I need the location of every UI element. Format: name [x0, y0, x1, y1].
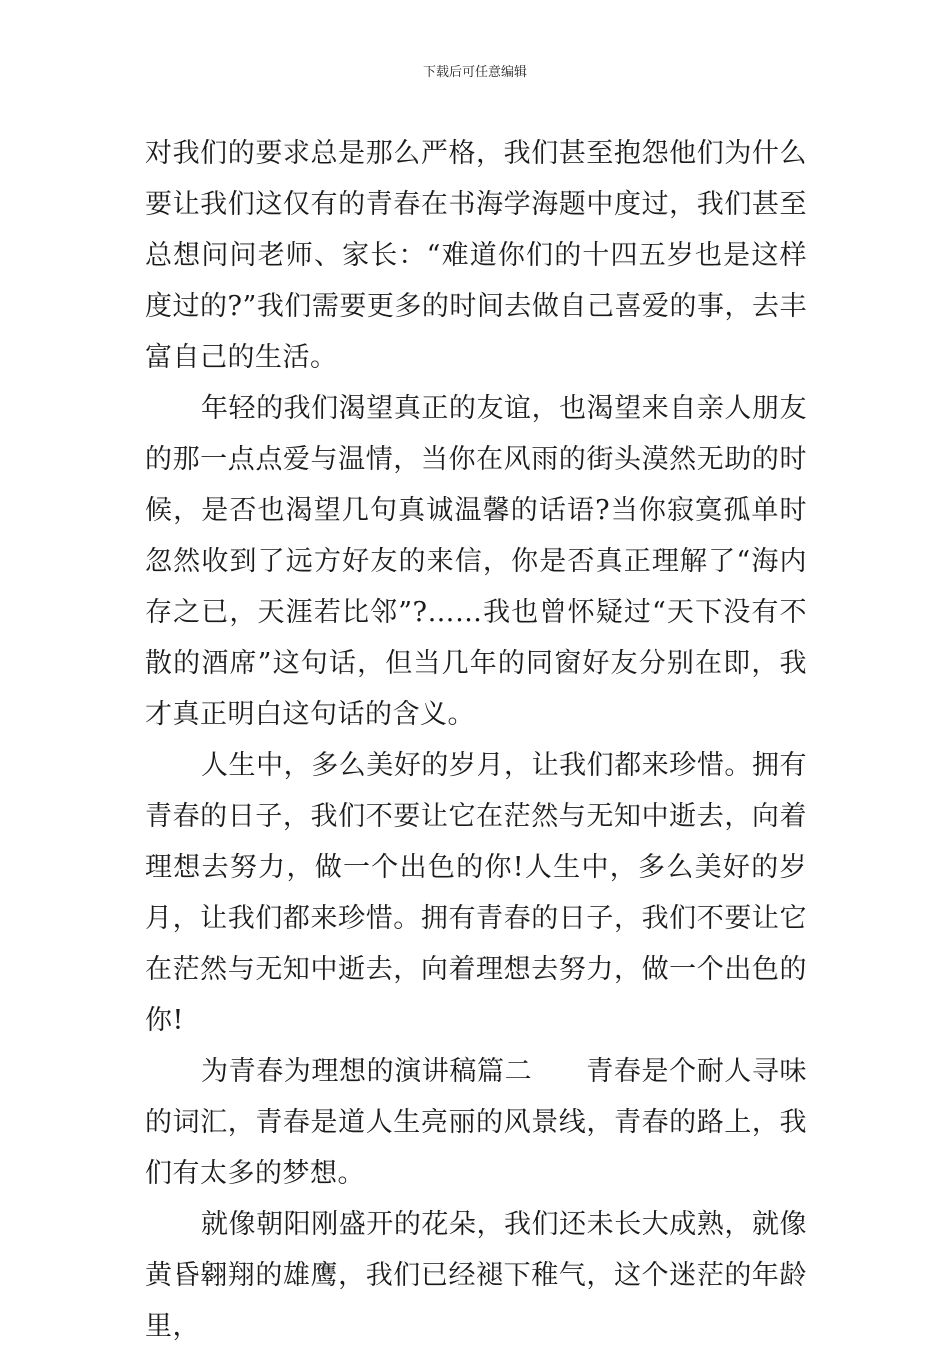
paragraph-1: 对我们的要求总是那么严格，我们甚至抱怨他们为什么要让我们这仅有的青春在书海学海题中度过，我们甚至总想问问老师、家长：“难道你们的十四五岁也是这样度过的?”我们需要更多的时间去做自己喜爱的事，去丰富自己的生活。: [145, 138, 807, 373]
paragraph-4-text: 青春是个耐人寻味的词汇，青春是道人生亮丽的风景线，青春的路上，我们有太多的梦想。: [145, 1056, 808, 1189]
page-header: 下载后可任意编辑: [422, 65, 527, 80]
paragraph-2: 年轻的我们渴望真正的友谊，也渴望来自亲人朋友的那一点点爱与温情，当你在风雨的街头漠然无助的时候，是否也渴望几句真诚温馨的话语?当你寂寞孤单时忽然收到了远方好友的来信，你是否真正理解了“海内存之已，天涯若比邻”?……我也曾怀疑过“天下没有不散的酒席”这句话，但当几年的同窗好友分别在即，我才真正明白这句话的含义。: [145, 393, 807, 730]
paragraph-5: 就像朝阳刚盛开的花朵，我们还未长大成熟，就像黄昏翱翔的雄鹰，我们已经褪下稚气，这个迷茫的年龄里，: [145, 1209, 807, 1342]
paragraph-3: 人生中，多么美好的岁月，让我们都来珍惜。拥有青春的日子，我们不要让它在茫然与无知中逝去，向着理想去努力，做一个出色的你!人生中，多么美好的岁月，让我们都来珍惜。拥有青春的日子，我们不要让它在茫然与无知中逝去，向着理想去努力，做一个出色的你!: [145, 750, 807, 1036]
section-title: 为青春为理想的演讲稿篇二: [201, 1056, 533, 1087]
paragraph-4: [145, 1046, 807, 1199]
document-body: [145, 128, 807, 1352]
